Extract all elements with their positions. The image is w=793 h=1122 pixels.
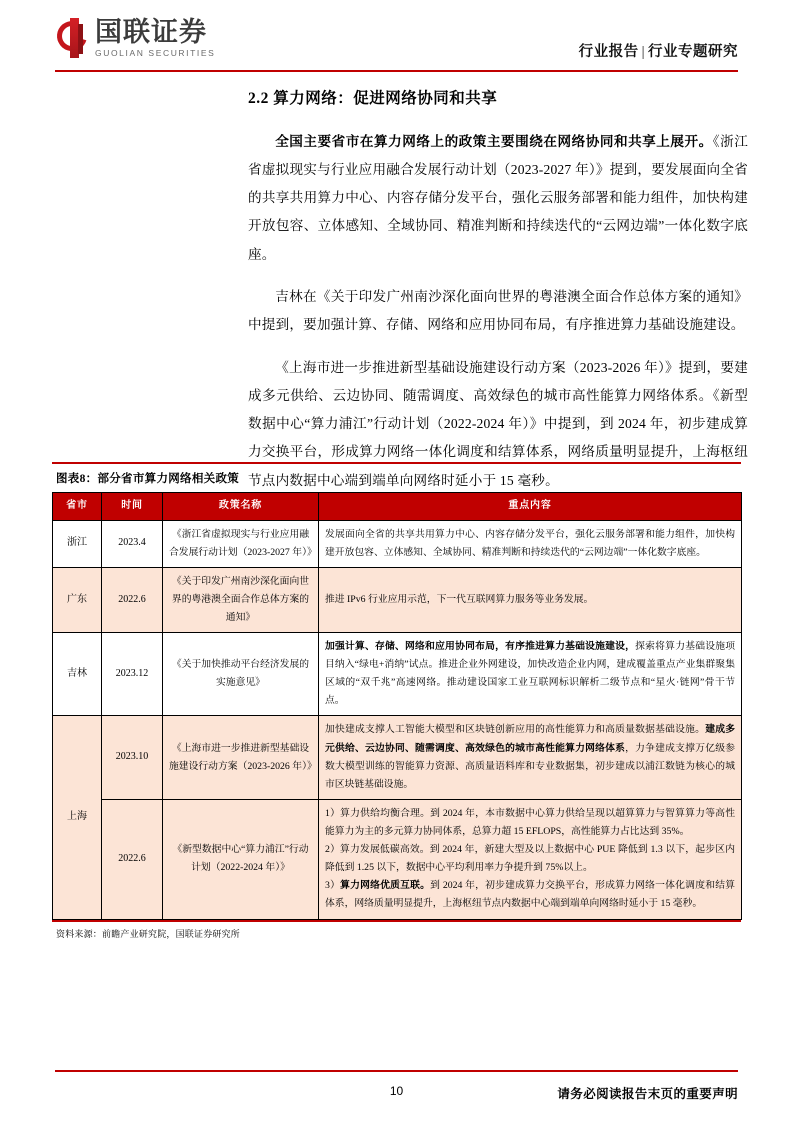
- breadcrumb-subcategory: 行业专题研究: [648, 44, 738, 60]
- header-breadcrumb: [579, 40, 738, 61]
- policy-table: [52, 492, 742, 920]
- exhibit-source: 资料来源：前瞻产业研究院，国联证券研究所: [56, 928, 241, 939]
- column-header-key-content: 重点内容: [319, 493, 742, 521]
- cell-policy-name: 《上海市进一步推进新型基础设施建设行动方案（2023-2026 年）》: [163, 716, 319, 799]
- cell-policy-name: 《新型数据中心“算力浦江”行动计划（2022-2024 年）》: [163, 799, 319, 919]
- cell-time: 2023.10: [102, 716, 163, 799]
- company-logo: [57, 18, 215, 58]
- content-item: [325, 805, 735, 841]
- page-header: [0, 0, 793, 72]
- page-footer: [55, 1084, 738, 1108]
- column-header-province: 省市: [53, 493, 102, 521]
- footer-divider: [55, 1070, 738, 1072]
- cell-policy-name: 《浙江省虚拟现实与行业应用融合发展行动计划（2023-2027 年）》: [163, 520, 319, 567]
- header-divider: [55, 70, 738, 72]
- logo-text: [95, 16, 216, 59]
- table-row: [53, 716, 742, 799]
- table-header-row: [53, 493, 742, 521]
- cell-content-plain: 探索将算力基础设施项目纳入“绿电+消纳”试点。推进企业外网建设，加快改造企业内网，建成覆盖重点产业集群聚集区域的“双千兆”高速网络。推动建设国家工业互联网标识解析二级节点和“星火·链网”骨干节点。: [325, 641, 736, 707]
- paragraph-1-body: 《浙江省虚拟现实与行业应用融合发展行动计划（2023-2027 年）》提到，要发展面向全省的共享共用算力中心、内容存储分发平台，强化云服务部署和能力组件，加快构建开放包容、立体感知、全域协同、精准判断和持续迭代的“云网边端”一体化数字底座。: [248, 133, 748, 262]
- cell-province: 广东: [53, 567, 102, 632]
- cell-content-pre: 加快建成支撑人工智能大模型和区块链创新应用的高性能算力和高质量数据基础设施。: [325, 724, 706, 736]
- item-text: 算力供给均衡合理。到 2024 年，本市数据中心算力供给呈现以超算算力与智算算力等高性能算力为主的多元算力协同体系，总算力超 15 EFLOPS，高性能算力占比达到 35%。: [325, 807, 735, 838]
- cell-province: 浙江: [53, 520, 102, 567]
- cell-key-content: [319, 633, 742, 716]
- cell-time: 2022.6: [102, 799, 163, 919]
- footer-disclaimer: 请务必阅读报告末页的重要声明: [557, 1087, 738, 1101]
- breadcrumb-category: 行业报告: [578, 44, 639, 60]
- column-header-policy-name: 政策名称: [163, 493, 319, 521]
- cell-content-bold: 加强计算、存储、网络和应用协同布局，有序推进算力基础设施建设，: [325, 641, 636, 653]
- content-item: [325, 841, 735, 877]
- item-number: 1）: [325, 807, 341, 819]
- cell-time: 2023.12: [102, 633, 163, 716]
- item-text: 算力发展低碳高效。到 2024 年，新建大型及以上数据中心 PUE 降低到 1.3 以下，起步区内降低到 1.25 以下，数据中心平均利用率力争提升到 75%以上。: [325, 844, 735, 874]
- item-number: 2）: [325, 844, 341, 856]
- table-row: [53, 633, 742, 716]
- page-number: 10: [389, 1084, 404, 1098]
- paragraph-1: [248, 128, 748, 269]
- cell-key-content: [319, 716, 742, 799]
- table-row: [53, 520, 742, 567]
- cell-policy-name: 《关于印发广州南沙深化面向世界的粤港澳全面合作总体方案的通知》: [163, 567, 319, 632]
- cell-time: 2023.4: [102, 520, 163, 567]
- exhibit-caption: 图表8：部分省市算力网络相关政策: [56, 473, 240, 485]
- logo-english-name: GUOLIAN SECURITIES: [95, 47, 216, 58]
- item-number: 3）: [325, 880, 341, 892]
- cell-content-plain: ，力争建成支撑万亿级参数大模型训练的智能算力资源、高质量语料库和专业数据集，初步建成以浦江数链为核心的城市区块链基础设施。: [325, 742, 736, 790]
- cell-key-content: [319, 799, 742, 919]
- paragraph-1-lead: 全国主要省市在算力网络上的政策主要围绕在网络协同和共享上展开。: [275, 133, 713, 149]
- guolian-logo-icon: [57, 18, 88, 58]
- paragraph-2-body: 吉林在《关于印发广州南沙深化面向世界的粤港澳全面合作总体方案的通知》中提到，要加强计算、存储、网络和应用协同布局，有序推进算力基础设施建设。: [248, 289, 748, 333]
- breadcrumb-separator: |: [641, 44, 645, 60]
- section-title: 2.2 算力网络：促进网络协同和共享: [248, 90, 498, 107]
- cell-key-content: 发展面向全省的共享共用算力中心、内容存储分发平台，强化云服务部署和能力组件，加快构建开放包容、立体感知、全域协同、精准判断和持续迭代的“云网边端”一体化数字底座。: [319, 520, 742, 567]
- paragraph-2: [248, 283, 748, 340]
- cell-key-content: 推进 IPv6 行业应用示范，下一代互联网算力服务等业务发展。: [319, 567, 742, 632]
- item-text: 到 2024 年，初步建成算力交换平台，形成算力网络一体化调度和结算体系，网络质量明显提升，上海枢纽节点内数据中心端到端单向网络时延小于 15 毫秒。: [325, 880, 736, 910]
- cell-province: 上海: [53, 716, 102, 919]
- exhibit-block: [52, 462, 741, 940]
- page-content: [248, 88, 748, 509]
- table-row: [53, 567, 742, 632]
- cell-time: 2022.6: [102, 567, 163, 632]
- cell-province: 吉林: [53, 633, 102, 716]
- item-bold: 算力网络优质互联。: [340, 880, 431, 892]
- content-item: [325, 877, 735, 913]
- logo-chinese-name: 国联证券: [95, 16, 207, 47]
- cell-content-bold: 建成多元供给、云边协同、随需调度、高效绿色的城市高性能算力网络体系: [325, 724, 736, 754]
- cell-policy-name: 《关于加快推动平台经济发展的实施意见》: [163, 633, 319, 716]
- column-header-time: 时间: [102, 493, 163, 521]
- paragraph-3-body: 《上海市进一步推进新型基础设施建设行动方案（2023-2026 年）》提到，要建成多元供给、云边协同、随需调度、高效绿色的城市高性能算力网络体系。《新型数据中心“算力浦江”行动计划（2022-2024 年）》中提到，到 2024 年，初步建成算力交换平台，形成算力网络一体化调度和结算体系，网络质量明显提升，上海枢纽节点内数据中心端到端单向网络时延小于 15 毫秒。: [248, 359, 748, 488]
- table-row: [53, 799, 742, 919]
